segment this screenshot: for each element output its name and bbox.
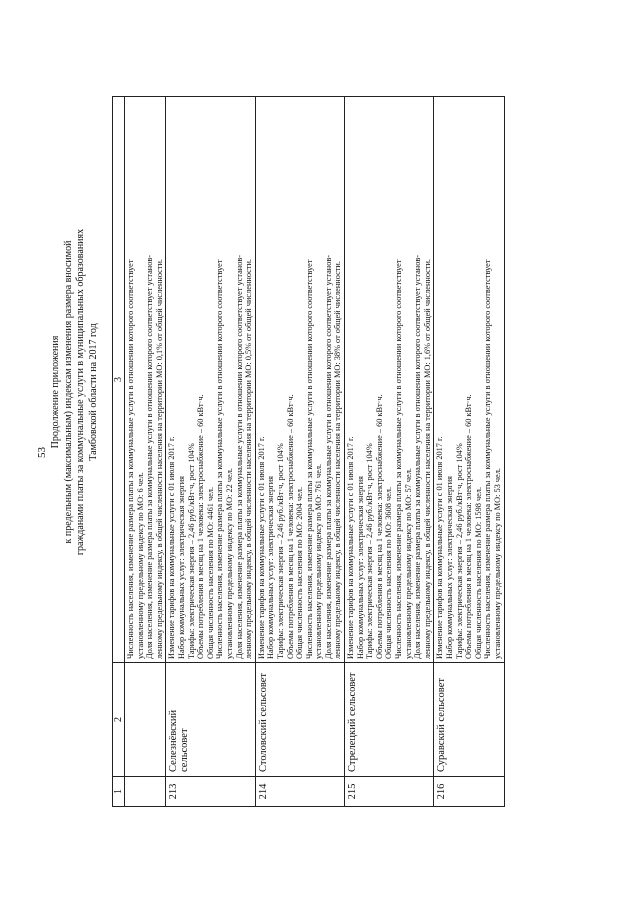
detail-line: Численность населения, изменение размера платы за коммунальные услуги в отношении которого соответствует <box>126 259 135 659</box>
detail-line: Общая численность населения по МО: 1598 чел. <box>473 486 483 659</box>
detail-line: Численность населения, изменение размера платы за коммунальные услуги в отношении которого соответствует <box>215 259 225 659</box>
detail-line: ленному предельному индексу, в общей численности населения на территории МО: 38% от общей численности. <box>333 261 343 659</box>
detail-line: Тарифы: электрическая энергия – 2,46 руб./кВт·ч, рост 104% <box>365 443 375 659</box>
detail-line: установленному предельному индексу по МО: 761 чел. <box>314 463 324 659</box>
detail-line: Изменение тарифов на коммунальные услуги с 01 июля 2017 г. <box>435 436 445 659</box>
detail-line: установленному предельному индексу по МО: 22 чел. <box>224 468 234 659</box>
municipality-name: Селезнёвский сельсовет <box>166 663 255 777</box>
tariff-details <box>434 97 504 663</box>
detail-line: Тарифы: электрическая энергия – 2,46 руб./кВт·ч, рост 104% <box>275 443 285 659</box>
detail-line: Численность населения, изменение размера платы за коммунальные услуги в отношении которого соответствует <box>394 259 404 659</box>
detail-line: Общая численность населения по МО: 3608 чел. <box>384 486 394 659</box>
tariff-details <box>125 97 166 663</box>
detail-line: Изменение тарифов на коммунальные услуги с 01 июля 2017 г. <box>167 436 177 659</box>
table-row <box>345 97 434 807</box>
detail-line: Доля населения, изменение размера платы за коммунальные услуги в отношении которого соответствует установ- <box>234 254 244 659</box>
table-body <box>125 97 505 807</box>
table-row <box>166 97 255 807</box>
municipality-name: Стрелецкий сельсовет <box>345 663 434 777</box>
table-row <box>434 97 504 807</box>
detail-line: Набор коммунальных услуг: электрическая энергия <box>176 476 186 659</box>
detail-line: Объемы потребления в месяц на 1 человека: электроснабжение – 60 кВт·ч. <box>285 394 295 659</box>
detail-line: Объемы потребления в месяц на 1 человека: электроснабжение – 60 кВт·ч. <box>464 394 474 659</box>
detail-line: Общая численность населения по МО: 2004 чел. <box>295 486 305 659</box>
row-number: 215 <box>345 777 434 807</box>
detail-line: Объемы потребления в месяц на 1 человека: электроснабжение – 60 кВт·ч. <box>196 394 206 659</box>
detail-line: Тарифы: электрическая энергия – 2,46 руб./кВт·ч, рост 104% <box>454 443 464 659</box>
detail-line: Общая численность населения по МО: 4461 чел. <box>205 486 215 659</box>
detail-line: Изменение тарифов на коммунальные услуги с 01 июля 2017 г. <box>346 436 356 659</box>
detail-line: Объемы потребления в месяц на 1 человека: электроснабжение – 60 кВт·ч. <box>374 394 384 659</box>
detail-line: Численность населения, изменение размера платы за коммунальные услуги в отношении которого соответствует <box>304 259 314 659</box>
municipality-name <box>125 663 166 777</box>
column-header-3: 3 <box>113 97 125 663</box>
detail-line: Тарифы: электрическая энергия – 2,46 руб./кВт·ч, рост 104% <box>186 443 196 659</box>
table-row <box>255 97 344 807</box>
detail-line: Доля населения, изменение размера платы за коммунальные услуги в отношении которого соответствует установ- <box>323 254 333 659</box>
tariff-details <box>166 97 255 663</box>
detail-line: Доля населения, изменение размера платы за коммунальные услуги в отношении которого соответствует установ- <box>413 254 423 659</box>
row-number: 213 <box>166 777 255 807</box>
municipality-name: Столовский сельсовет <box>255 663 344 777</box>
detail-line: Набор коммунальных услуг: электрическая энергия <box>445 476 454 659</box>
table-header-row <box>113 97 125 807</box>
detail-line: установленному предельному индексу по МО: 6 чел. <box>135 472 145 659</box>
document-header <box>50 112 100 672</box>
detail-line: Численность населения, изменение размера платы за коммунальные услуги в отношении которого соответствует <box>483 259 493 659</box>
tariff-details <box>255 97 344 663</box>
tariff-details <box>345 97 434 663</box>
page-number: 53 <box>36 447 48 458</box>
detail-line: Набор коммунальных услуг: электрическая энергия <box>355 476 365 659</box>
row-number <box>125 777 166 807</box>
detail-line: ленному предельному индексу, в общей численности населения на территории МО: 0,5% от общей численности. <box>244 259 254 659</box>
municipality-name: Суравский сельсовет <box>434 663 504 777</box>
detail-line: Изменение тарифов на коммунальные услуги с 01 июля 2017 г. <box>256 436 266 659</box>
detail-line: установленному предельному индексу по МО: 53 чел. <box>492 468 502 659</box>
detail-line: ленному предельному индексу, в общей численности населения на территории МО: 1,6% от общей численности. <box>422 259 432 659</box>
detail-line: установленному предельному индексу по МО: 57 чел. <box>403 468 413 659</box>
row-number: 214 <box>255 777 344 807</box>
header-line-4: Тамбовской области на 2017 год <box>87 323 99 461</box>
header-line-2: к предельным (максимальным) индексам изменения размера вносимой <box>62 240 74 544</box>
detail-line: Набор коммунальных услуг: электрическая энергия <box>266 476 276 659</box>
column-header-1: 1 <box>113 777 125 807</box>
index-table <box>112 96 505 807</box>
table-row <box>125 97 166 807</box>
detail-line: Доля населения, изменение размера платы за коммунальные услуги в отношении которого соответствует установ- <box>145 254 155 659</box>
header-line-1: Продолжение приложения <box>50 335 61 449</box>
detail-line: ленному предельному индексу, в общей численности населения на территории МО: 0,1% от общей численности. <box>154 259 164 659</box>
column-header-2: 2 <box>113 663 125 777</box>
header-line-3: гражданами платы за коммунальные услуги в муниципальных образованиях <box>75 228 86 556</box>
row-number: 216 <box>434 777 504 807</box>
